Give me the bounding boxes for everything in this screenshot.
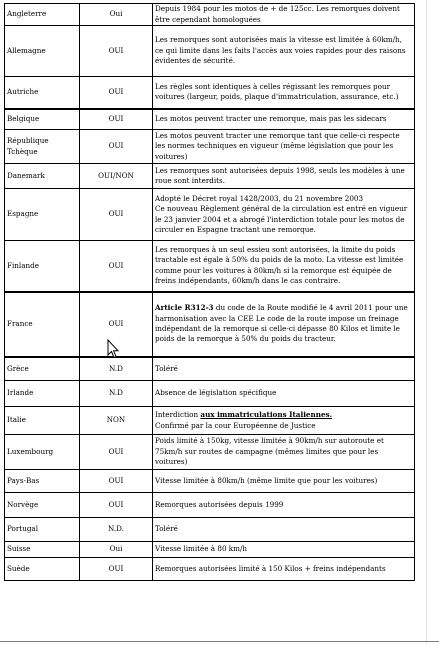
country-cell: Allemagne xyxy=(5,26,80,77)
notes-cell xyxy=(153,558,415,581)
country-cell: France xyxy=(5,292,80,357)
notes-cell xyxy=(153,435,415,470)
notes-text xyxy=(155,410,412,420)
notes-cell xyxy=(153,4,415,26)
notes-line: Les motos peuvent tracter une remorque, mais pas les sidecars xyxy=(155,114,387,124)
table-row xyxy=(5,381,415,407)
table-row xyxy=(5,292,415,357)
notes-cell xyxy=(153,189,415,241)
country-cell: Finlande xyxy=(5,241,80,292)
country-cell: Irlande xyxy=(5,381,80,407)
table-row xyxy=(5,558,415,581)
table-row xyxy=(5,357,415,381)
notes-line: Remorques autorisées limité à 150 Kilos + freins indépendants xyxy=(155,563,386,573)
notes-prefix: Interdiction xyxy=(155,410,201,420)
notes-line: Toléré xyxy=(155,363,178,373)
notes-cell xyxy=(153,381,415,407)
notes-cell xyxy=(153,542,415,558)
scrollbar-track xyxy=(426,0,427,645)
status-cell: Oui xyxy=(80,542,153,558)
status-cell: Oui xyxy=(80,4,153,26)
status-cell: OUI xyxy=(80,241,153,292)
status-cell: OUI xyxy=(80,558,153,581)
status-cell: N.D xyxy=(80,357,153,381)
status-cell: OUI xyxy=(80,189,153,241)
table-row xyxy=(5,435,415,470)
status-cell: OUI xyxy=(80,130,153,164)
notes-line: du code de la Route modifié le 4 avril 2011 pour une harmonisation avec la CEE Le code de la route impose un freinage indépendant de la remorque si celle-ci dépasse 80 Kilos et limite le poids de la remorque à 50% du poids du tracteur. xyxy=(155,303,408,344)
notes-cell xyxy=(153,109,415,130)
table-row xyxy=(5,542,415,558)
country-cell: Espagne xyxy=(5,189,80,241)
notes-emphasis: aux immatriculations Italiennes. xyxy=(200,410,333,420)
notes-line: Les remorques à un seul essieu sont autorisées, la limite du poids tractable est égale à 50% du poids de la moto. La vitesse est limitée comme pour les voitures à 80km/h si la remorque est équipée de freins indépendants, 60km/h dans le cas contraire. xyxy=(155,244,404,286)
notes-line: Depuis 1984 pour les motos de + de 125cc. Les remorques doivent être cependant homologuées xyxy=(155,4,400,24)
country-cell: Autriche xyxy=(5,77,80,109)
table-row xyxy=(5,4,415,26)
status-cell: OUI xyxy=(80,77,153,109)
notes-line: Les motos peuvent tracter une remorque tant que celle-ci respecte les normes techniques en vigueur (même législation que pour les voitures) xyxy=(155,130,400,161)
notes-line: Ce nouveau Règlement général de la circulation est entré en vigueur le 23 janvier 2004 et a abrogé l'interdiction totale pour les motos de circuler en Espagne tractant une remorque. xyxy=(155,204,408,234)
notes-line: Vitesse limitée à 80km/h (même limite que pour les voitures) xyxy=(155,475,378,485)
table-row xyxy=(5,518,415,542)
mouse-cursor-icon xyxy=(107,339,119,359)
notes-line: Adopté le Décret royal 1428/2003, du 21 novembre 2003 xyxy=(155,193,364,203)
notes-text xyxy=(155,303,412,345)
notes-line: Confirmé par la cour Européenne de Justice xyxy=(155,420,316,430)
notes-cell xyxy=(153,241,415,292)
notes-cell xyxy=(153,26,415,77)
legal-reference: Article R312-3 xyxy=(155,303,214,313)
table-row xyxy=(5,241,415,292)
status-cell: OUI xyxy=(80,109,153,130)
table-row xyxy=(5,164,415,189)
notes-cell xyxy=(153,130,415,164)
table-row xyxy=(5,470,415,493)
status-cell: OUI xyxy=(80,493,153,518)
notes-line: Remorques autorisées depuis 1999 xyxy=(155,499,284,509)
notes-line: Poids limité à 150kg, vitesse limitée à 90km/h sur autoroute et 75km/h sur routes de campagne (mêmes limites que pour les voitures) xyxy=(155,436,384,467)
country-cell: Norvège xyxy=(5,493,80,518)
country-cell: Italie xyxy=(5,407,80,435)
country-cell: Portugal xyxy=(5,518,80,542)
country-cell: Pays-Bas xyxy=(5,470,80,493)
notes-cell xyxy=(153,470,415,493)
table-row xyxy=(5,109,415,130)
status-cell: OUI xyxy=(80,26,153,77)
table-row xyxy=(5,189,415,241)
page-bottom-border xyxy=(0,641,439,642)
table-row xyxy=(5,26,415,77)
table-row xyxy=(5,493,415,518)
status-cell: OUI/NON xyxy=(80,164,153,189)
notes-cell xyxy=(153,77,415,109)
country-cell: Angleterre xyxy=(5,4,80,26)
country-cell: Grèce xyxy=(5,357,80,381)
notes-line: Les remorques sont autorisées depuis 1998, seuls les modèles à une roue sont interdits. xyxy=(155,165,405,185)
table-row xyxy=(5,407,415,435)
country-cell: Danemark xyxy=(5,164,80,189)
status-cell: N.D. xyxy=(80,518,153,542)
status-cell: OUI xyxy=(80,435,153,470)
status-cell: OUI xyxy=(80,292,153,357)
status-cell: N.D xyxy=(80,381,153,407)
notes-cell xyxy=(153,357,415,381)
notes-cell xyxy=(153,164,415,189)
country-cell: Suède xyxy=(5,558,80,581)
country-cell: Belgique xyxy=(5,109,80,130)
notes-line: Toléré xyxy=(155,524,178,534)
notes-line: Absence de législation spécifique xyxy=(155,388,277,398)
regulations-table xyxy=(4,3,415,581)
notes-line: Les remorques sont autorisées mais la vitesse est limitée à 60km/h, ce qui limite dans les faits l'accès aux voies rapides pour des raisons évidentes de sécurité. xyxy=(155,35,406,66)
notes-cell xyxy=(153,493,415,518)
notes-cell xyxy=(153,518,415,542)
notes-cell xyxy=(153,292,415,357)
country-cell: Suisse xyxy=(5,542,80,558)
notes-line: Vitesse limitée à 80 km/h xyxy=(155,544,248,554)
notes-line: Les règles sont identiques à celles régissant les remorques pour voitures (largeur, poids, plaque d'immatriculation, assurance, etc.) xyxy=(155,81,399,102)
status-cell: NON xyxy=(80,407,153,435)
scrollbar[interactable] xyxy=(417,0,439,645)
country-cell: République Tchèque xyxy=(5,130,80,164)
notes-cell xyxy=(153,407,415,435)
table-row xyxy=(5,130,415,164)
country-cell: Luxembourg xyxy=(5,435,80,470)
table-row xyxy=(5,77,415,109)
status-cell: OUI xyxy=(80,470,153,493)
